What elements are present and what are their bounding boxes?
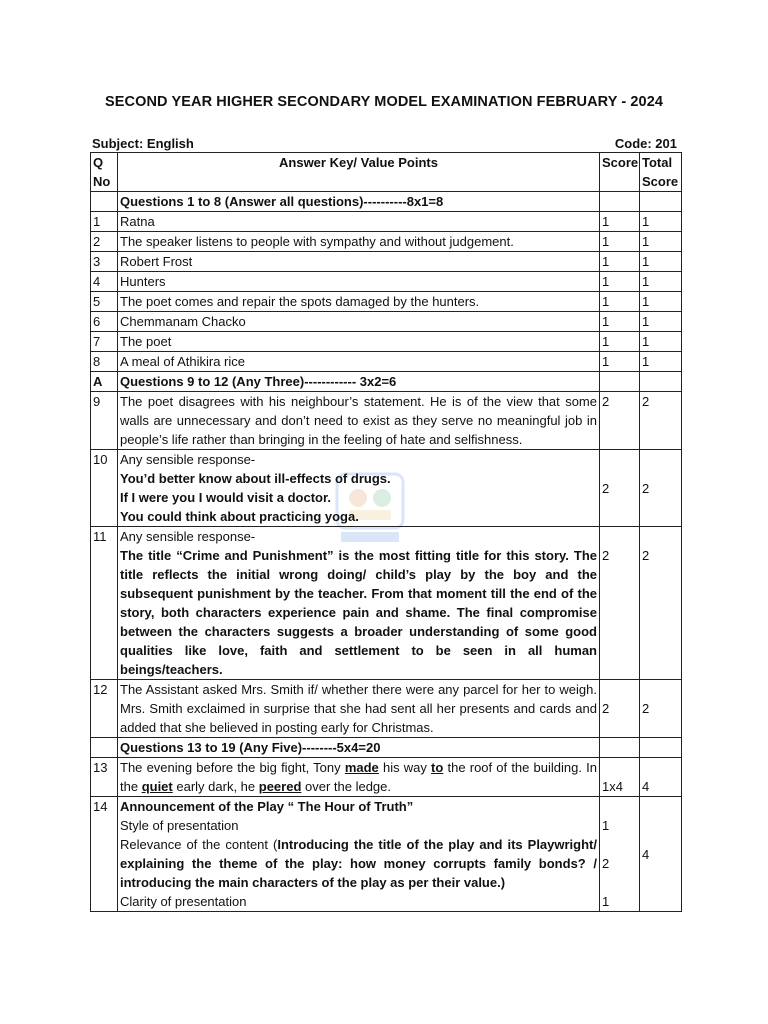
subject-label: Subject: English	[92, 136, 194, 151]
section-heading: Questions 9 to 12 (Any Three)------------ 3x2=6	[118, 372, 600, 392]
table-row: 10 Any sensible response- You’d better know about ill-effects of drugs. If I were you I would visit a doctor. You could think about practicing yoga. 2 2	[91, 450, 682, 527]
table-row: 5 The poet comes and repair the spots damaged by the hunters. 1 1	[91, 292, 682, 312]
table-header-row	[91, 153, 682, 192]
code-label: Code: 201	[614, 136, 677, 151]
table-row: 1 Ratna 1 1	[91, 212, 682, 232]
table-row: 2 The speaker listens to people with sympathy and without judgement. 1 1	[91, 232, 682, 252]
table-row: 8 A meal of Athikira rice 1 1	[91, 352, 682, 372]
table-row: 7 The poet 1 1	[91, 332, 682, 352]
section-heading: Questions 13 to 19 (Any Five)--------5x4=20	[118, 738, 600, 758]
table-row: 9 The poet disagrees with his neighbour’s statement. He is of the view that some walls are unnecessary and don’t need to exist as they serve no meaningful job in people’s life rather than bringing in the feeling of hate and selfishness. 2 2	[91, 392, 682, 450]
section-row: A Questions 9 to 12 (Any Three)------------ 3x2=6	[91, 372, 682, 392]
table-row: 3 Robert Frost 1 1	[91, 252, 682, 272]
table-row: 12 The Assistant asked Mrs. Smith if/ whether there were any parcel for her to weigh. Mrs. Smith exclaimed in surprise that she had sent all her presents and cards and added that she believed in posting early for Christmas. 2 2	[91, 680, 682, 738]
header-q-no: Q No	[91, 153, 118, 192]
table-row: 4 Hunters 1 1	[91, 272, 682, 292]
header-answer: Answer Key/ Value Points	[118, 153, 600, 192]
table-row: 11 Any sensible response- The title “Crime and Punishment” is the most fitting title for this story. The title reflects the initial wrong doing/ child’s play by the boy and the subsequent punishment by the teacher. From that moment till the end of the story, both characters experience pain and shame. The final compromise between the characters suggests a broader understanding of some good qualities like love, faith and settlement to be seen in all human beings/teachers. 2 2	[91, 527, 682, 680]
table-row: 13 The evening before the big fight, Tony made his way to the roof of the building. In the quiet early dark, he peered over the ledge. 1x4 4	[91, 758, 682, 797]
table-row: 14 Announcement of the Play “ The Hour of Truth” Style of presentation Relevance of the content (Introducing the title of the play and its Playwright/ explaining the theme of the play: how money corrupts family bonds? / introducing the main characters of the play as per their value.) Clarity of presentation 1 2 1 4	[91, 797, 682, 912]
answer-key-table	[90, 152, 682, 912]
section-row	[91, 738, 682, 758]
section-heading: Questions 1 to 8 (Answer all questions)----------8x1=8	[118, 192, 600, 212]
header-total: Total Score	[640, 153, 682, 192]
page-title: SECOND YEAR HIGHER SECONDARY MODEL EXAMINATION FEBRUARY - 2024	[104, 94, 664, 110]
header-score: Score	[600, 153, 640, 192]
table-row: 6 Chemmanam Chacko 1 1	[91, 312, 682, 332]
section-row	[91, 192, 682, 212]
